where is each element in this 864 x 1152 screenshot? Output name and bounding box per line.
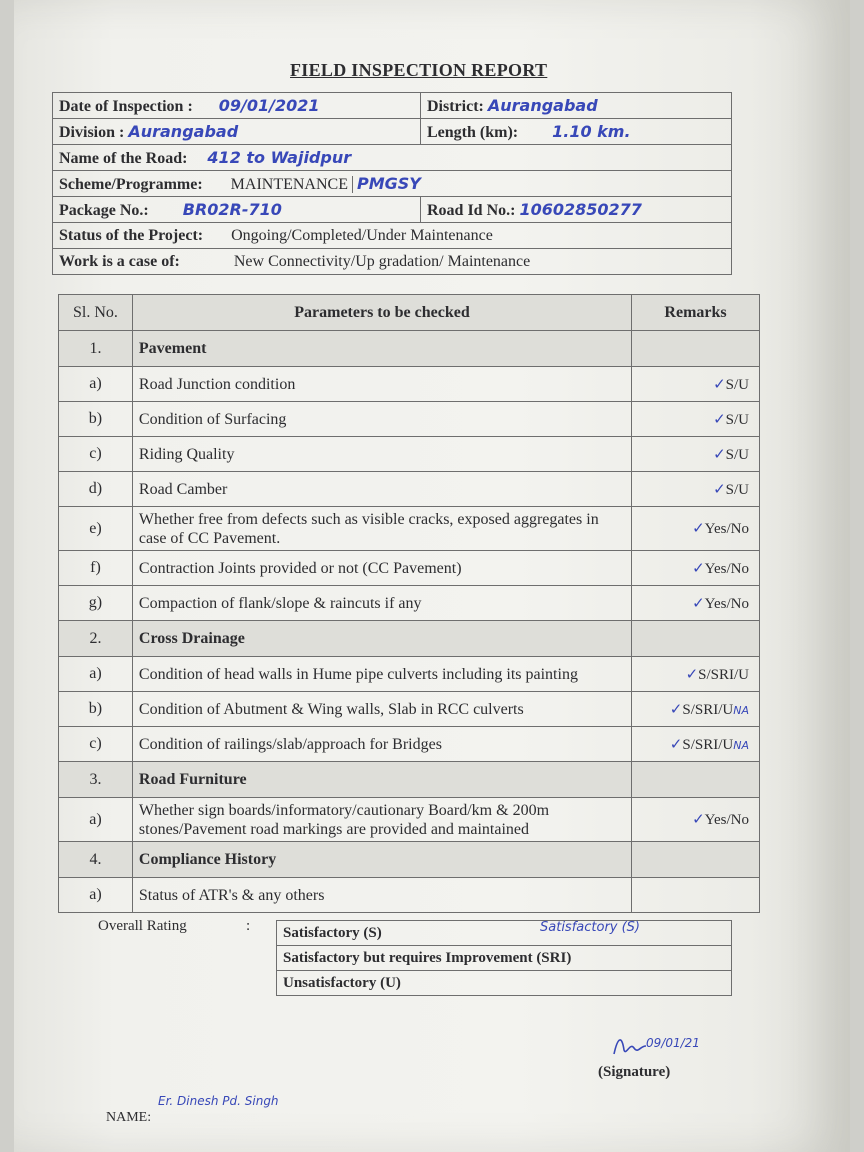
parameter-row <box>59 551 760 586</box>
row-parameter: Condition of head walls in Hume pipe culverts including its painting <box>132 657 631 692</box>
row-parameter: Condition of railings/slab/approach for Bridges <box>132 727 631 762</box>
tick-mark-icon: ✓ <box>669 699 683 718</box>
remark-handwritten: NA <box>733 703 749 717</box>
remark-value: S/U <box>725 481 749 498</box>
status-cell: Status of the Project: Ongoing/Completed/Under Maintenance <box>53 223 732 249</box>
row-parameter: Riding Quality <box>132 437 631 472</box>
row-remark <box>632 472 760 507</box>
row-sl: a) <box>59 878 133 913</box>
row-sl: b) <box>59 402 133 437</box>
report-title: FIELD INSPECTION REPORT <box>290 60 548 80</box>
parameter-row <box>59 727 760 762</box>
remarks-header: Remarks <box>632 295 760 331</box>
row-sl: b) <box>59 692 133 727</box>
road-id-value: 10602850277 <box>519 199 642 219</box>
signature-mark <box>610 1032 650 1065</box>
parameter-row <box>59 657 760 692</box>
parameter-row <box>59 507 760 551</box>
tick-mark-icon: ✓ <box>692 558 705 577</box>
division-value: Aurangabad <box>128 121 239 141</box>
row-parameter: Whether sign boards/informatory/cautionary Board/km & 200m stones/Pavement road markings are provided and maintained <box>132 798 631 842</box>
row-remark <box>632 692 760 727</box>
row-remark <box>632 402 760 437</box>
length-cell: Length (km): 1.10 km. <box>421 119 732 145</box>
division-cell: Division : Aurangabad <box>53 119 421 145</box>
row-parameter: Contraction Joints provided or not (CC Pavement) <box>132 551 631 586</box>
section-title: Compliance History <box>132 842 631 878</box>
signature-label: (Signature) <box>598 1064 671 1080</box>
row-remark <box>632 367 760 402</box>
parameters-table <box>58 294 760 913</box>
district-value: Aurangabad <box>487 95 598 115</box>
row-sl: e) <box>59 507 133 551</box>
remark-value: S/U <box>725 446 749 463</box>
length-value: 1.10 km. <box>552 121 631 141</box>
tick-mark-icon: ✓ <box>713 409 726 428</box>
row-sl: d) <box>59 472 133 507</box>
section-title: Road Furniture <box>132 762 631 798</box>
row-remark <box>632 727 760 762</box>
row-parameter: Road Junction condition <box>132 367 631 402</box>
row-parameter: Road Camber <box>132 472 631 507</box>
name-value: Er. Dinesh Pd. Singh <box>158 1094 279 1108</box>
row-remark <box>632 586 760 621</box>
section-remark-empty <box>632 621 760 657</box>
section-title: Cross Drainage <box>132 621 631 657</box>
rating-option-unsatisfactory: Unsatisfactory (U) <box>277 971 732 996</box>
road-name-value: 412 to Wajidpur <box>207 147 352 167</box>
rating-option-sri: Satisfactory but requires Improvement (SRI) <box>277 946 732 971</box>
tick-mark-icon: ✓ <box>692 593 705 612</box>
tick-mark-icon: ✓ <box>692 519 705 537</box>
row-sl: f) <box>59 551 133 586</box>
rating-table <box>276 920 732 996</box>
scheme-cell: Scheme/Programme: MAINTENANCE PMGSY <box>53 171 732 197</box>
tick-mark-icon: ✓ <box>713 479 726 498</box>
row-sl: a) <box>59 798 133 842</box>
signature-date: 09/01/21 <box>646 1036 700 1050</box>
sl-no-header: Sl. No. <box>59 295 133 331</box>
work-cell: Work is a case of: New Connectivity/Up gradation/ Maintenance <box>53 249 732 275</box>
row-parameter: Condition of Surfacing <box>132 402 631 437</box>
parameter-row <box>59 472 760 507</box>
remark-value: Yes/No <box>704 560 749 577</box>
row-remark <box>632 507 760 551</box>
section-number: 1. <box>59 331 133 367</box>
parameter-row <box>59 692 760 727</box>
remark-value: Yes/No <box>704 595 749 612</box>
scheme-value: MAINTENANCE <box>231 176 353 193</box>
overall-rating-label: Overall Rating <box>98 918 187 934</box>
name-label: NAME: <box>106 1110 152 1125</box>
parameter-row <box>59 437 760 472</box>
tick-mark-icon: ✓ <box>669 734 683 753</box>
remark-handwritten: NA <box>733 738 749 752</box>
row-parameter: Whether free from defects such as visible cracks, exposed aggregates in case of CC Pavement. <box>132 507 631 551</box>
date-cell: Date of Inspection : 09/01/2021 <box>53 93 421 119</box>
overall-rating-colon: : <box>246 918 251 934</box>
remark-value: Yes/No <box>704 812 749 828</box>
rating-option-satisfactory: Satisfactory (S) <box>277 921 732 946</box>
section-row <box>59 331 760 367</box>
row-parameter: Status of ATR's & any others <box>132 878 631 913</box>
remark-value: Yes/No <box>704 521 749 537</box>
tick-mark-icon: ✓ <box>685 664 699 683</box>
remark-value: S/SRI/U <box>682 736 734 753</box>
row-sl: g) <box>59 586 133 621</box>
section-title: Pavement <box>132 331 631 367</box>
section-row <box>59 762 760 798</box>
overall-rating-handwritten: Satisfactory (S) <box>540 920 641 935</box>
road-id-cell: Road Id No.: 10602850277 <box>421 197 732 223</box>
row-remark <box>632 798 760 842</box>
row-remark <box>632 437 760 472</box>
row-parameter: Condition of Abutment & Wing walls, Slab in RCC culverts <box>132 692 631 727</box>
tick-mark-icon: ✓ <box>713 374 726 393</box>
package-value: BR02R-710 <box>182 199 282 219</box>
parameters-header: Parameters to be checked <box>132 295 631 331</box>
parameter-row <box>59 798 760 842</box>
scheme-hw: PMGSY <box>356 173 421 193</box>
section-remark-empty <box>632 331 760 367</box>
parameter-row <box>59 402 760 437</box>
remark-value: S/U <box>725 411 749 428</box>
date-value: 09/01/2021 <box>218 95 320 115</box>
row-remark <box>632 551 760 586</box>
package-cell: Package No.: BR02R-710 <box>53 197 421 223</box>
status-value: Ongoing/Completed/Under Maintenance <box>231 226 493 244</box>
row-sl: a) <box>59 367 133 402</box>
row-remark <box>632 878 760 913</box>
remark-value: S/SRI/U <box>682 701 734 718</box>
tick-mark-icon: ✓ <box>713 444 726 463</box>
remark-value: S/U <box>725 376 749 393</box>
section-number: 2. <box>59 621 133 657</box>
parameter-row <box>59 878 760 913</box>
parameter-row <box>59 586 760 621</box>
tick-mark-icon: ✓ <box>692 810 705 828</box>
parameters-body <box>59 331 760 913</box>
row-sl: c) <box>59 727 133 762</box>
section-row <box>59 842 760 878</box>
row-remark <box>632 657 760 692</box>
row-sl: a) <box>59 657 133 692</box>
work-value: New Connectivity/Up gradation/ Maintenance <box>233 252 531 270</box>
road-name-cell: Name of the Road: 412 to Wajidpur <box>53 145 732 171</box>
parameter-row <box>59 367 760 402</box>
section-number: 3. <box>59 762 133 798</box>
row-sl: c) <box>59 437 133 472</box>
remark-value: S/SRI/U <box>698 666 749 683</box>
section-row <box>59 621 760 657</box>
district-cell: District: Aurangabad <box>421 93 732 119</box>
section-remark-empty <box>632 762 760 798</box>
row-parameter: Compaction of flank/slope & raincuts if any <box>132 586 631 621</box>
section-remark-empty <box>632 842 760 878</box>
header-table <box>52 92 732 275</box>
section-number: 4. <box>59 842 133 878</box>
